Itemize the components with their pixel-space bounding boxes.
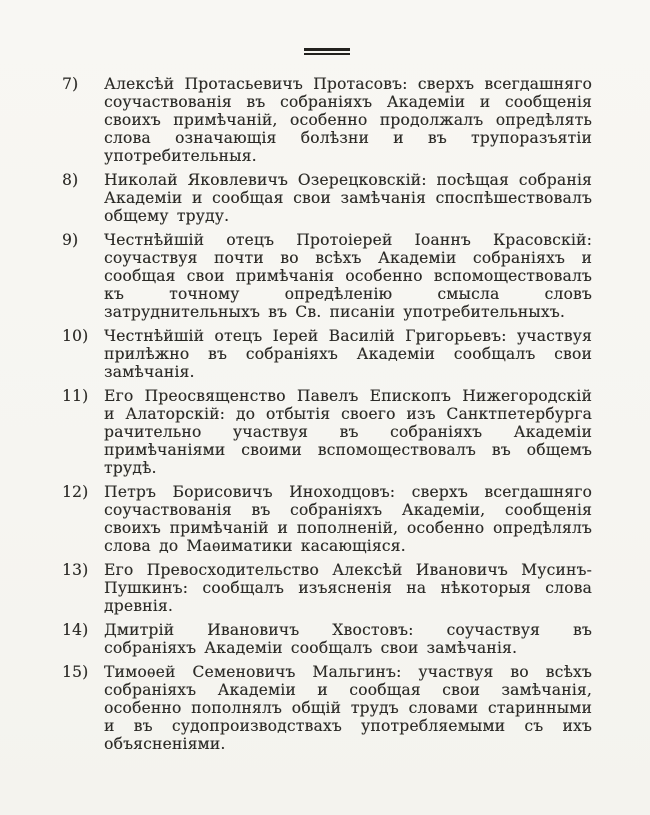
item-text: Тимоѳей Семеновичъ Мальгинъ: участвуя во всѣхъ собраніяхъ Академіи и сообщая свои замѣчанія, особенно пополнялъ общій трудъ словами старинными и въ судопроизводствахъ употребляемыми съ ихъ объясненіями. <box>104 663 592 753</box>
item-number: 12) <box>62 483 89 501</box>
list-item <box>62 231 592 321</box>
item-text: Николай Яковлевичъ Озерецковскій: посѣщая собранія Академіи и сообщая свои замѣчанія споспѣшествовалъ общему труду. <box>104 171 592 225</box>
item-number: 8) <box>62 171 79 189</box>
list-item <box>62 75 592 165</box>
item-text: Алексѣй Протасьевичъ Протасовъ: сверхъ всегдашняго соучаствованія въ собраніяхъ Академіи и сообщенія своихъ примѣчаній, особенно продолжалъ опредѣлять слова означающія болѣзни и въ трупоразъятіи употребительныя. <box>104 75 592 165</box>
item-number: 13) <box>62 561 89 579</box>
section-divider <box>304 48 350 55</box>
item-number: 9) <box>62 231 79 249</box>
list-item <box>62 387 592 477</box>
item-number: 7) <box>62 75 79 93</box>
list-item <box>62 483 592 555</box>
list-item <box>62 621 592 657</box>
list-item <box>62 561 592 615</box>
item-text: Дмитрій Ивановичъ Хвостовъ: соучаствуя въ собраніяхъ Академіи сообщалъ свои замѣчанія. <box>104 621 592 657</box>
item-number: 14) <box>62 621 89 639</box>
item-text: Честнѣйшій отецъ Протоіерей Іоаннъ Красовскій: соучаствуя почти во всѣхъ Академіи собраніяхъ и сообщая свои примѣчанія особенно вспомоществовалъ къ точному опредѣленію смысла словъ затруднительныхъ въ Св. писаніи употребительныхъ. <box>104 231 592 321</box>
item-text: Его Преосвященство Павелъ Епископъ Нижегородскій и Алаторскій: до отбытія своего изъ Санктпетербурга рачительно участвуя въ собраніяхъ Академіи примѣчаніями своими вспомоществовалъ въ общемъ трудѣ. <box>104 387 592 477</box>
item-number: 11) <box>62 387 89 405</box>
item-text: Честнѣйшій отецъ Іерей Василій Григорьевъ: участвуя прилѣжно въ собраніяхъ Академіи сообщалъ свои замѣчанія. <box>104 327 592 381</box>
list-item <box>62 327 592 381</box>
list-item <box>62 171 592 225</box>
list-item <box>62 663 592 753</box>
item-text: Петръ Борисовичъ Иноходцовъ: сверхъ всегдашняго соучаствованія въ собраніяхъ Академіи, сообщенія своихъ примѣчаній и пополненій, особенно опредѣлялъ слова до Маѳиматики касающіяся. <box>104 483 592 555</box>
item-number: 15) <box>62 663 89 681</box>
item-number: 10) <box>62 327 89 345</box>
entry-list <box>62 75 592 753</box>
item-text: Его Превосходительство Алексѣй Ивановичъ Мусинъ-Пушкинъ: сообщалъ изъясненія на нѣкоторыя слова древнія. <box>104 561 592 615</box>
